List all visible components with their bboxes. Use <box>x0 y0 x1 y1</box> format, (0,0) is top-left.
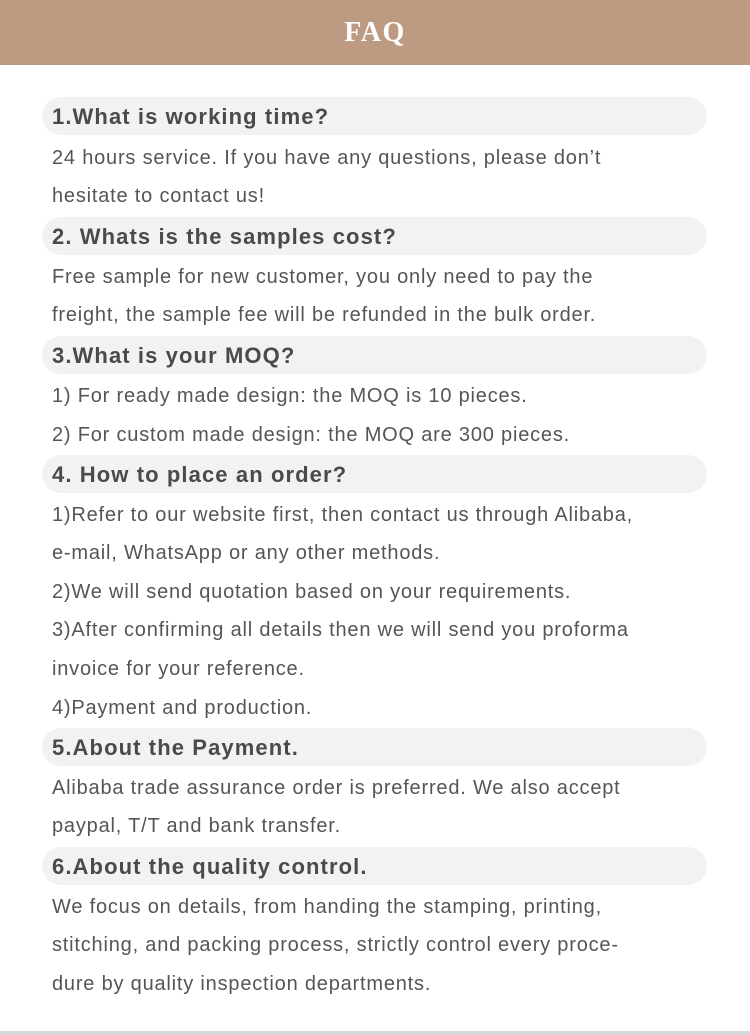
faq-answer-line: 3)After confirming all details then we will send you proforma <box>52 619 629 641</box>
faq-answer-line: hesitate to contact us! <box>52 185 265 207</box>
faq-answer-line: We focus on details, from handing the stamping, printing, <box>52 896 602 918</box>
faq-question-bar <box>42 455 707 493</box>
faq-question: 3.What is your MOQ? <box>52 343 296 368</box>
faq-answer-line: Free sample for new customer, you only need to pay the <box>52 266 594 288</box>
faq-answer-line: stitching, and packing process, strictly control every proce- <box>52 934 619 956</box>
faq-question: 4. How to place an order? <box>52 462 348 487</box>
faq-answer-line: dure by quality inspection departments. <box>52 973 432 995</box>
faq-question-bar <box>42 847 707 885</box>
faq-answer-line: freight, the sample fee will be refunded in the bulk order. <box>52 304 597 326</box>
faq-question-bar <box>42 336 707 374</box>
faq-title: FAQ <box>344 17 406 48</box>
faq-question: 1.What is working time? <box>52 104 330 129</box>
faq-question-bar <box>42 728 707 766</box>
faq-answer-line: e-mail, WhatsApp or any other methods. <box>52 542 441 564</box>
faq-answer-line: 2)We will send quotation based on your requirements. <box>52 581 572 603</box>
faq-question: 2. Whats is the samples cost? <box>52 224 397 249</box>
faq-answer-line: 24 hours service. If you have any questions, please don’t <box>52 147 602 169</box>
faq-answer-line: paypal, T/T and bank transfer. <box>52 815 341 837</box>
faq-answer-line: Alibaba trade assurance order is preferred. We also accept <box>52 777 621 799</box>
faq-answer-line: invoice for your reference. <box>52 658 305 680</box>
faq-answer-line: 1)Refer to our website first, then contact us through Alibaba, <box>52 504 634 526</box>
faq-question: 5.About the Payment. <box>52 735 299 760</box>
faq-answer-line: 4)Payment and production. <box>52 697 313 719</box>
faq-answer-line: 2) For custom made design: the MOQ are 300 pieces. <box>52 424 570 446</box>
faq-answer-line: 1) For ready made design: the MOQ is 10 pieces. <box>52 385 528 407</box>
faq-question: 6.About the quality control. <box>52 854 368 879</box>
faq-question-bar <box>42 97 707 135</box>
bottom-divider <box>0 1031 750 1035</box>
faq-question-bar <box>42 217 707 255</box>
